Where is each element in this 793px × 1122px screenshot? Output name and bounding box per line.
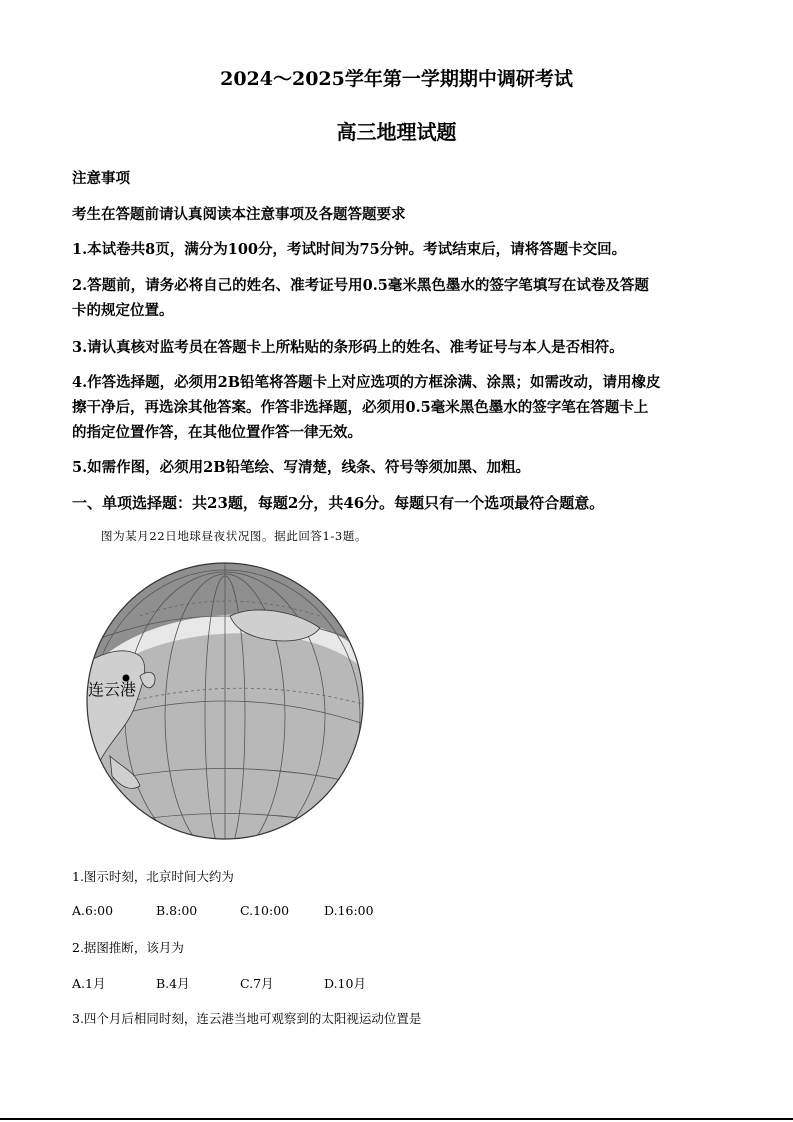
notice-item: 2.答题前，请务必将自己的姓名、准考证号用0.5毫米黑色墨水的签字笔填写在试卷及答题 [72,277,649,294]
option: D.10月 [324,976,366,991]
option: C.7月 [240,976,274,991]
figure-intro: 图为某月22日地球昼夜状况图。据此回答1-3题。 [101,529,368,543]
notice-item: 1.本试卷共8页，满分为100分，考试时间为75分钟。考试结束后，请将答题卡交回。 [72,241,627,258]
notice-item: 的指定位置作答，在其他位置作答一律无效。 [72,424,362,441]
notice-item: 擦干净后，再选涂其他答案。作答非选择题，必须用0.5毫米黑色墨水的签字笔在答题卡上 [72,399,649,416]
exam-title: 2024～2025学年第一学期期中调研考试 [220,68,573,90]
question-stem: 1.图示时刻，北京时间大约为 [72,869,234,884]
notice-intro: 考生在答题前请认真阅读本注意事项及各题答题要求 [72,206,406,223]
question-options [72,903,408,918]
notice-item: 3.请认真核对监考员在答题卡上所粘贴的条形码上的姓名、准考证号与本人是否相符。 [72,339,624,356]
option: A.6:00 [72,903,114,918]
subject-title: 高三地理试题 [336,120,457,144]
notice-item: 5.如需作图，必须用2B铅笔绘、写清楚，线条、符号等须加黑、加粗。 [72,459,530,476]
question-stem: 3.四个月后相同时刻，连云港当地可观察到的太阳视运动位置是 [72,1011,422,1026]
option: C.10:00 [240,903,290,918]
section-heading: 一、单项选择题：共23题，每题2分，共46分。每题只有一个选项最符合题意。 [72,494,605,512]
option: B.4月 [156,976,190,991]
notice-heading: 注意事项 [72,170,130,187]
question-options [72,974,408,992]
notice-item: 卡的规定位置。 [72,302,174,319]
option: D.16:00 [324,903,374,918]
option: A.1月 [72,976,106,991]
globe-figure [80,556,370,846]
notice-item: 4.作答选择题，必须用2B铅笔将答题卡上对应选项的方框涂满、涂黑；如需改动，请用橡皮 [72,374,661,391]
city-label: 连云港 [88,680,137,699]
bottom-rule [0,1118,793,1120]
option: B.8:00 [156,903,198,918]
question-stem: 2.据图推断，该月为 [72,940,184,955]
